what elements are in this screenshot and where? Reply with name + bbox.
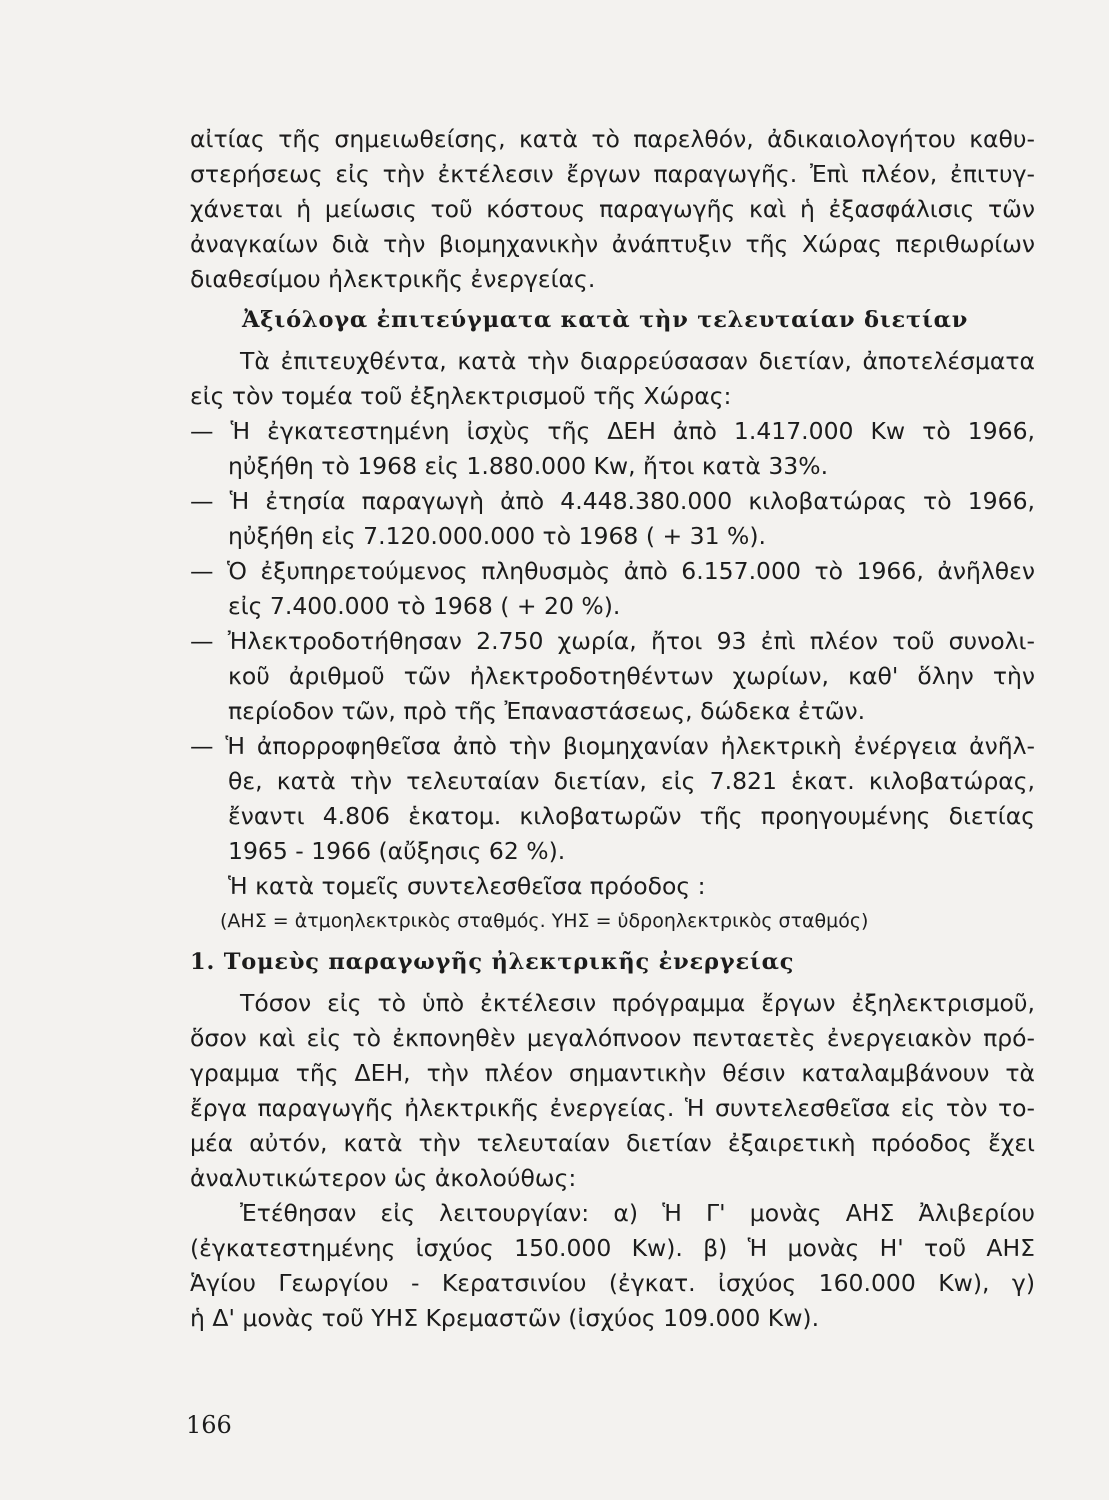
bullet-continuation: περίοδον τῶν, πρὸ τῆς Ἐπαναστάσεως, δώδεκα ἐτῶν. [228, 698, 866, 725]
intro-line: ἀναγκαίων διὰ τὴν βιομηχανικὴν ἀνάπτυξιν τῆς Χώρας περιθωρίων [190, 231, 1035, 258]
sector-1-line: μέα αὐτόν, κατὰ τὴν τελευταίαν διετίαν ἐξαιρετικὴ πρόοδος ἔχει [190, 1130, 1035, 1157]
operations-line: Ἁγίου Γεωργίου - Κερατσινίου (ἐγκατ. ἰσχύος 160.000 Kw), γ) [190, 1270, 1035, 1297]
sector-1-line: ἀναλυτικώτερον ὡς ἀκολούθως: [190, 1165, 577, 1192]
page-number: 166 [186, 1411, 232, 1439]
bullet-population-served: — Ὁ ἐξυπηρετούμενος πληθυσμὸς ἀπὸ 6.157.000 τὸ 1966, ἀνῆλθεν [190, 558, 1035, 585]
bullet-continuation: ἔναντι 4.806 ἑκατομ. κιλοβατωρῶν τῆς προηγουμένης διετίας [228, 803, 1035, 830]
bullet-continuation: θε, κατὰ τὴν τελευταίαν διετίαν, εἰς 7.821 ἑκατ. κιλοβατώρας, [228, 768, 1035, 795]
heading-sector-1: 1. Τομεὺς παραγωγῆς ἠλεκτρικῆς ἐνεργείας [190, 949, 795, 975]
intro-line: χάνεται ἡ μείωσις τοῦ κόστους παραγωγῆς καὶ ἡ ἐξασφάλισις τῶν [190, 196, 1035, 223]
abbreviation-note: (ΑΗΣ = ἀτμοηλεκτρικὸς σταθμός. ΥΗΣ = ὑδροηλεκτρικὸς σταθμός) [220, 910, 869, 932]
sector-1-line: ὅσον καὶ εἰς τὸ ἐκπονηθὲν μεγαλόπνοον πενταετὲς ἐνεργειακὸν πρό- [190, 1025, 1035, 1052]
bullet-continuation: 1965 - 1966 (αὔξησις 62 %). [228, 838, 566, 865]
page-body [190, 126, 1035, 1340]
achievements-intro-line: Τὰ ἐπιτευχθέντα, κατὰ τὴν διαρρεύσασαν διετίαν, ἀποτελέσματα [240, 348, 1035, 375]
operations-line: ἡ Δ' μονὰς τοῦ ΥΗΣ Κρεμαστῶν (ἰσχύος 109.000 Kw). [190, 1305, 820, 1332]
intro-line: διαθεσίμου ἠλεκτρικῆς ἐνεργείας. [190, 266, 596, 293]
bullet-continuation: ηὐξήθη τὸ 1968 εἰς 1.880.000 Kw, ἤτοι κατὰ 33%. [228, 453, 829, 480]
operations-line: Ἐτέθησαν εἰς λειτουργίαν: α) Ἡ Γ' μονὰς ΑΗΣ Ἀλιβερίου [240, 1200, 1035, 1227]
sector-1-line: ἔργα παραγωγῆς ἠλεκτρικῆς ἐνεργείας. Ἡ συντελεσθεῖσα εἰς τὸν το- [190, 1095, 1035, 1122]
intro-line: αἰτίας τῆς σημειωθείσης, κατὰ τὸ παρελθόν, ἀδικαιολογήτου καθυ- [190, 126, 1035, 153]
sector-1-line: γραμμα τῆς ΔΕΗ, τὴν πλέον σημαντικὴν θέσιν καταλαμβάνουν τὰ [190, 1060, 1035, 1087]
bullet-villages-electrified: — Ἠλεκτροδοτήθησαν 2.750 χωρία, ἤτοι 93 ἐπὶ πλέον τοῦ συνολι- [190, 628, 1035, 655]
operations-line: (ἐγκατεστημένης ἰσχύος 150.000 Kw). β) Ἡ μονὰς Η' τοῦ ΑΗΣ [190, 1235, 1035, 1262]
achievements-intro-line: εἰς τὸν τομέα τοῦ ἐξηλεκτρισμοῦ τῆς Χώρας: [190, 383, 732, 410]
bullet-continuation: ηὐξήθη εἰς 7.120.000.000 τὸ 1968 ( + 31 %). [228, 523, 766, 550]
bullet-industrial-consumption: — Ἡ ἀπορροφηθεῖσα ἀπὸ τὴν βιομηχανίαν ἠλεκτρικὴ ἐνέργεια ἀνῆλ- [190, 733, 1035, 760]
bullet-annual-production: — Ἡ ἐτησία παραγωγὴ ἀπὸ 4.448.380.000 κιλοβατώρας τὸ 1966, [190, 488, 1035, 515]
bullet-continuation: κοῦ ἀριθμοῦ τῶν ἠλεκτροδοτηθέντων χωρίων, καθ' ὅλην τὴν [228, 663, 1035, 690]
sector-1-line: Τόσον εἰς τὸ ὑπὸ ἐκτέλεσιν πρόγραμμα ἔργων ἐξηλεκτρισμοῦ, [240, 990, 1035, 1017]
heading-achievements: Ἀξιόλογα ἐπιτεύγματα κατὰ τὴν τελευταίαν διετίαν [242, 307, 969, 333]
bullet-installed-capacity: — Ἡ ἐγκατεστημένη ἰσχὺς τῆς ΔΕΗ ἀπὸ 1.417.000 Kw τὸ 1966, [190, 418, 1035, 445]
bullet-continuation: εἰς 7.400.000 τὸ 1968 ( + 20 %). [228, 593, 621, 620]
intro-line: στερήσεως εἰς τὴν ἐκτέλεσιν ἔργων παραγωγῆς. Ἐπὶ πλέον, ἐπιτυγ- [190, 161, 1035, 188]
sector-progress-line: Ἡ κατὰ τομεῖς συντελεσθεῖσα πρόοδος : [228, 873, 706, 900]
